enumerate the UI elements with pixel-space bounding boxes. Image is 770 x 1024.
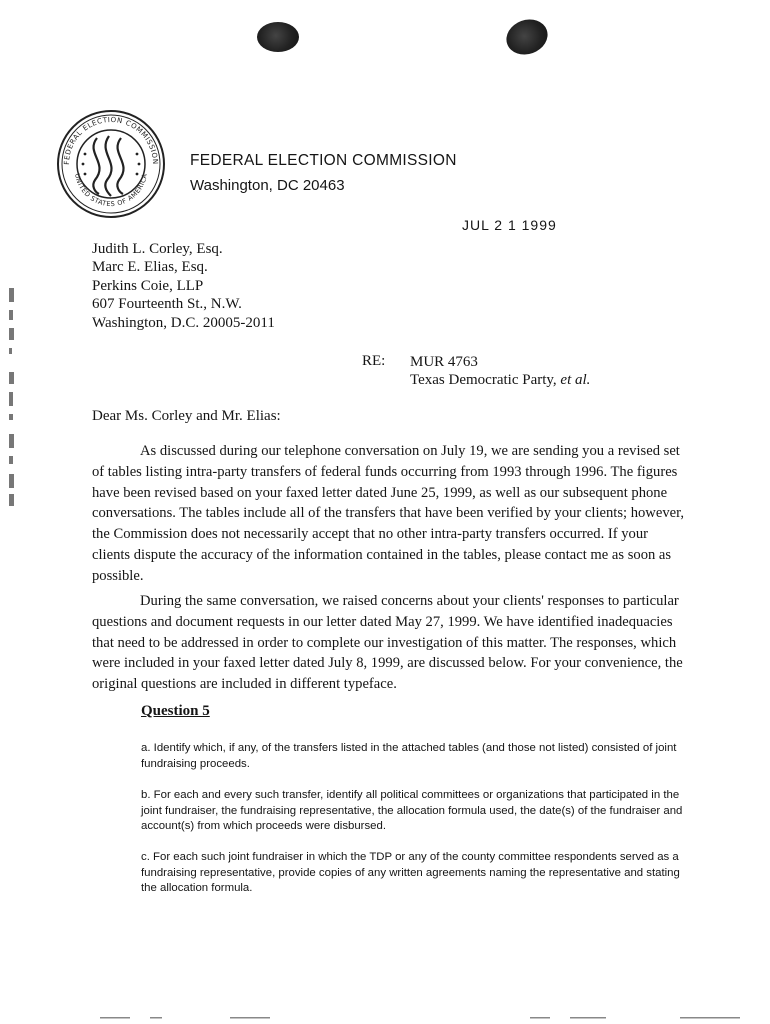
footer-scan-marks xyxy=(100,1016,750,1020)
re-subject xyxy=(410,353,590,390)
seal-text-top: FEDERAL ELECTION COMMISSION xyxy=(62,115,160,165)
fec-seal-logo xyxy=(55,108,167,220)
recipient-line: Perkins Coie, LLP xyxy=(92,277,204,294)
scan-blot-left xyxy=(257,22,299,52)
margin-scan-marks xyxy=(6,288,18,508)
re-party-suffix: et al. xyxy=(560,372,591,389)
question-heading: Question 5 xyxy=(141,703,210,719)
body-paragraph-1: As discussed during our telephone conversation on July 19, we are sending you a revised set of tables listing intra-party transfers of federal funds occurring from 1993 through 1996. The figures have been revised based on your faxed letter dated June 25, 1999, as well as our subsequent phone conversations. The tables include all of the transfers that have been verified by your clients; however, the Commission does not necessarily accept that no other intra-party transfers occurred. If your clients dispute the accuracy of the information contained in the tables, please contact me as soon as possible. xyxy=(92,443,685,584)
recipient-line: Marc E. Elias, Esq. xyxy=(92,259,208,276)
salutation: Dear Ms. Corley and Mr. Elias: xyxy=(92,408,281,424)
recipient-line: Judith L. Corley, Esq. xyxy=(92,241,223,257)
recipient-address xyxy=(92,240,275,332)
question-item-b: b. For each and every such transfer, identify all political committees or organizations that participated in the joint fundraiser, the fundraising representative, the allocation formula used, the date(s) of the fundraiser and account(s) from which proceeds were disbursed. xyxy=(141,789,683,833)
recipient-line: 607 Fourteenth St., N.W. xyxy=(92,296,242,313)
svg-text:UNITED STATES OF AMERICA xyxy=(73,173,149,208)
scan-blot-right xyxy=(501,14,552,60)
date-stamp: JUL 2 1 1999 xyxy=(462,217,557,233)
re-matter: MUR 4763 xyxy=(410,354,478,370)
recipient-line: Washington, D.C. 20005-2011 xyxy=(92,314,275,331)
agency-address: Washington, DC 20463 xyxy=(190,177,345,194)
question-item-c: c. For each such joint fundraiser in which the TDP or any of the county committee respondents served as a fundraising representative, provide copies of any written agreements naming the representative and stating the allocation formula. xyxy=(141,851,680,895)
seal-text-bottom: UNITED STATES OF AMERICA xyxy=(73,172,149,209)
agency-name: FEDERAL ELECTION COMMISSION xyxy=(190,152,457,169)
body-paragraph-2: During the same conversation, we raised concerns about your clients' responses to particular questions and document requests in our letter dated May 27, 1999. We have identified inadequacies that need to be addressed in order to complete our investigation of this matter. The responses, which were included in your faxed letter dated July 8, 1999, are discussed below. For your convenience, the original questions are included in different typeface. xyxy=(92,593,683,693)
re-label: RE: xyxy=(362,353,386,369)
question-item-a: a. Identify which, if any, of the transfers listed in the attached tables (and those not listed) consisted of joint fundraising proceeds. xyxy=(141,742,677,770)
re-party-line xyxy=(410,371,590,389)
re-party: Texas Democratic Party, xyxy=(410,372,561,389)
